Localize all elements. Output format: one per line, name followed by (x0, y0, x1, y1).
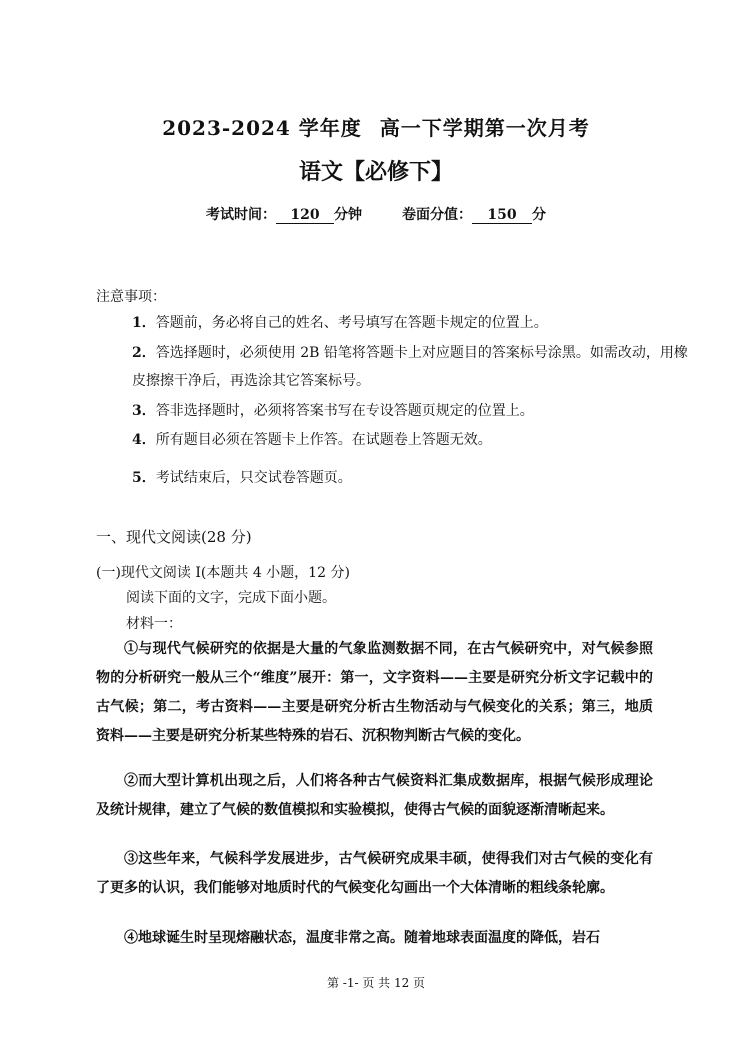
time-label: 考试时间： (206, 207, 276, 223)
score-value: 150 (472, 207, 532, 224)
time-value: 120 (276, 207, 334, 224)
page-footer: 第 -1- 页 共 12 页 (326, 976, 426, 990)
subsection-title: (一)现代文阅读 I(本题共 4 小题，12 分) (96, 565, 350, 581)
score-unit: 分 (532, 207, 546, 223)
note-number: 2． (132, 345, 156, 361)
exam-title (0, 112, 752, 141)
note-item (132, 339, 692, 395)
note-item (132, 464, 692, 492)
passage-paragraph: ④地球诞生时呈现熔融状态，温度非常之高。随着地球表面温度的降低，岩石 (124, 930, 600, 946)
note-text: 答选择题时，必须使用 2B 铅笔将答题卡上对应题目的答案标号涂黑。如需改动，用橡皮擦擦干净后，再选涂其它答案标号。 (132, 345, 688, 389)
note-item (132, 397, 692, 425)
time-unit: 分钟 (334, 207, 362, 223)
instruction-text: 阅读下面的文字，完成下面小题。 (126, 590, 336, 606)
note-item (132, 426, 692, 454)
notes-heading: 注意事项： (96, 289, 166, 305)
note-number: 3． (132, 403, 156, 419)
note-text: 考试结束后，只交试卷答题页。 (155, 470, 352, 486)
passage-paragraph: ③这些年来，气候科学发展进步，古气候研究成果丰硕，使得我们对古气候的变化有了更多的认识，我们能够对地质时代的气候变化勾画出一个大体清晰的粗线条轮廓。 (96, 851, 653, 896)
note-number: 4． (132, 432, 156, 448)
note-number: 5． (132, 470, 156, 486)
score-label: 卷面分值： (402, 207, 472, 223)
exam-name: 高一下学期第一次月考 (379, 116, 590, 140)
exam-meta (0, 204, 752, 224)
material-label: 材料一： (126, 616, 182, 632)
subject-title: 语文【必修下】 (298, 159, 453, 185)
exam-year: 2023-2024 学年度 (162, 116, 362, 140)
note-number: 1． (132, 315, 156, 331)
note-item (132, 309, 692, 337)
note-text: 所有题目必须在答题卡上作答。在试题卷上答题无效。 (155, 432, 492, 448)
section-title: 一、现代文阅读(28 分) (96, 528, 252, 546)
note-text: 答非选择题时，必须将答案书写在专设答题页规定的位置上。 (155, 403, 534, 419)
note-text: 答题前，务必将自己的姓名、考号填写在答题卡规定的位置上。 (155, 315, 548, 331)
passage-paragraph: ②而大型计算机出现之后，人们将各种古气候资料汇集成数据库，根据气候形成理论及统计规律，建立了气候的数值模拟和实验模拟，使得古气候的面貌逐渐清晰起来。 (96, 773, 653, 818)
passage-paragraph: ①与现代气候研究的依据是大量的气象监测数据不同，在古气候研究中，对气候参照物的分析研究一般从三个“维度”展开：第一，文字资料——主要是研究分析文字记载中的古气候；第二，考古资料——主要是研究分析古生物活动与气候变化的关系；第三，地质资料——主要是研究分析某些特殊的岩石、沉积物判断古气候的变化。 (96, 641, 653, 744)
